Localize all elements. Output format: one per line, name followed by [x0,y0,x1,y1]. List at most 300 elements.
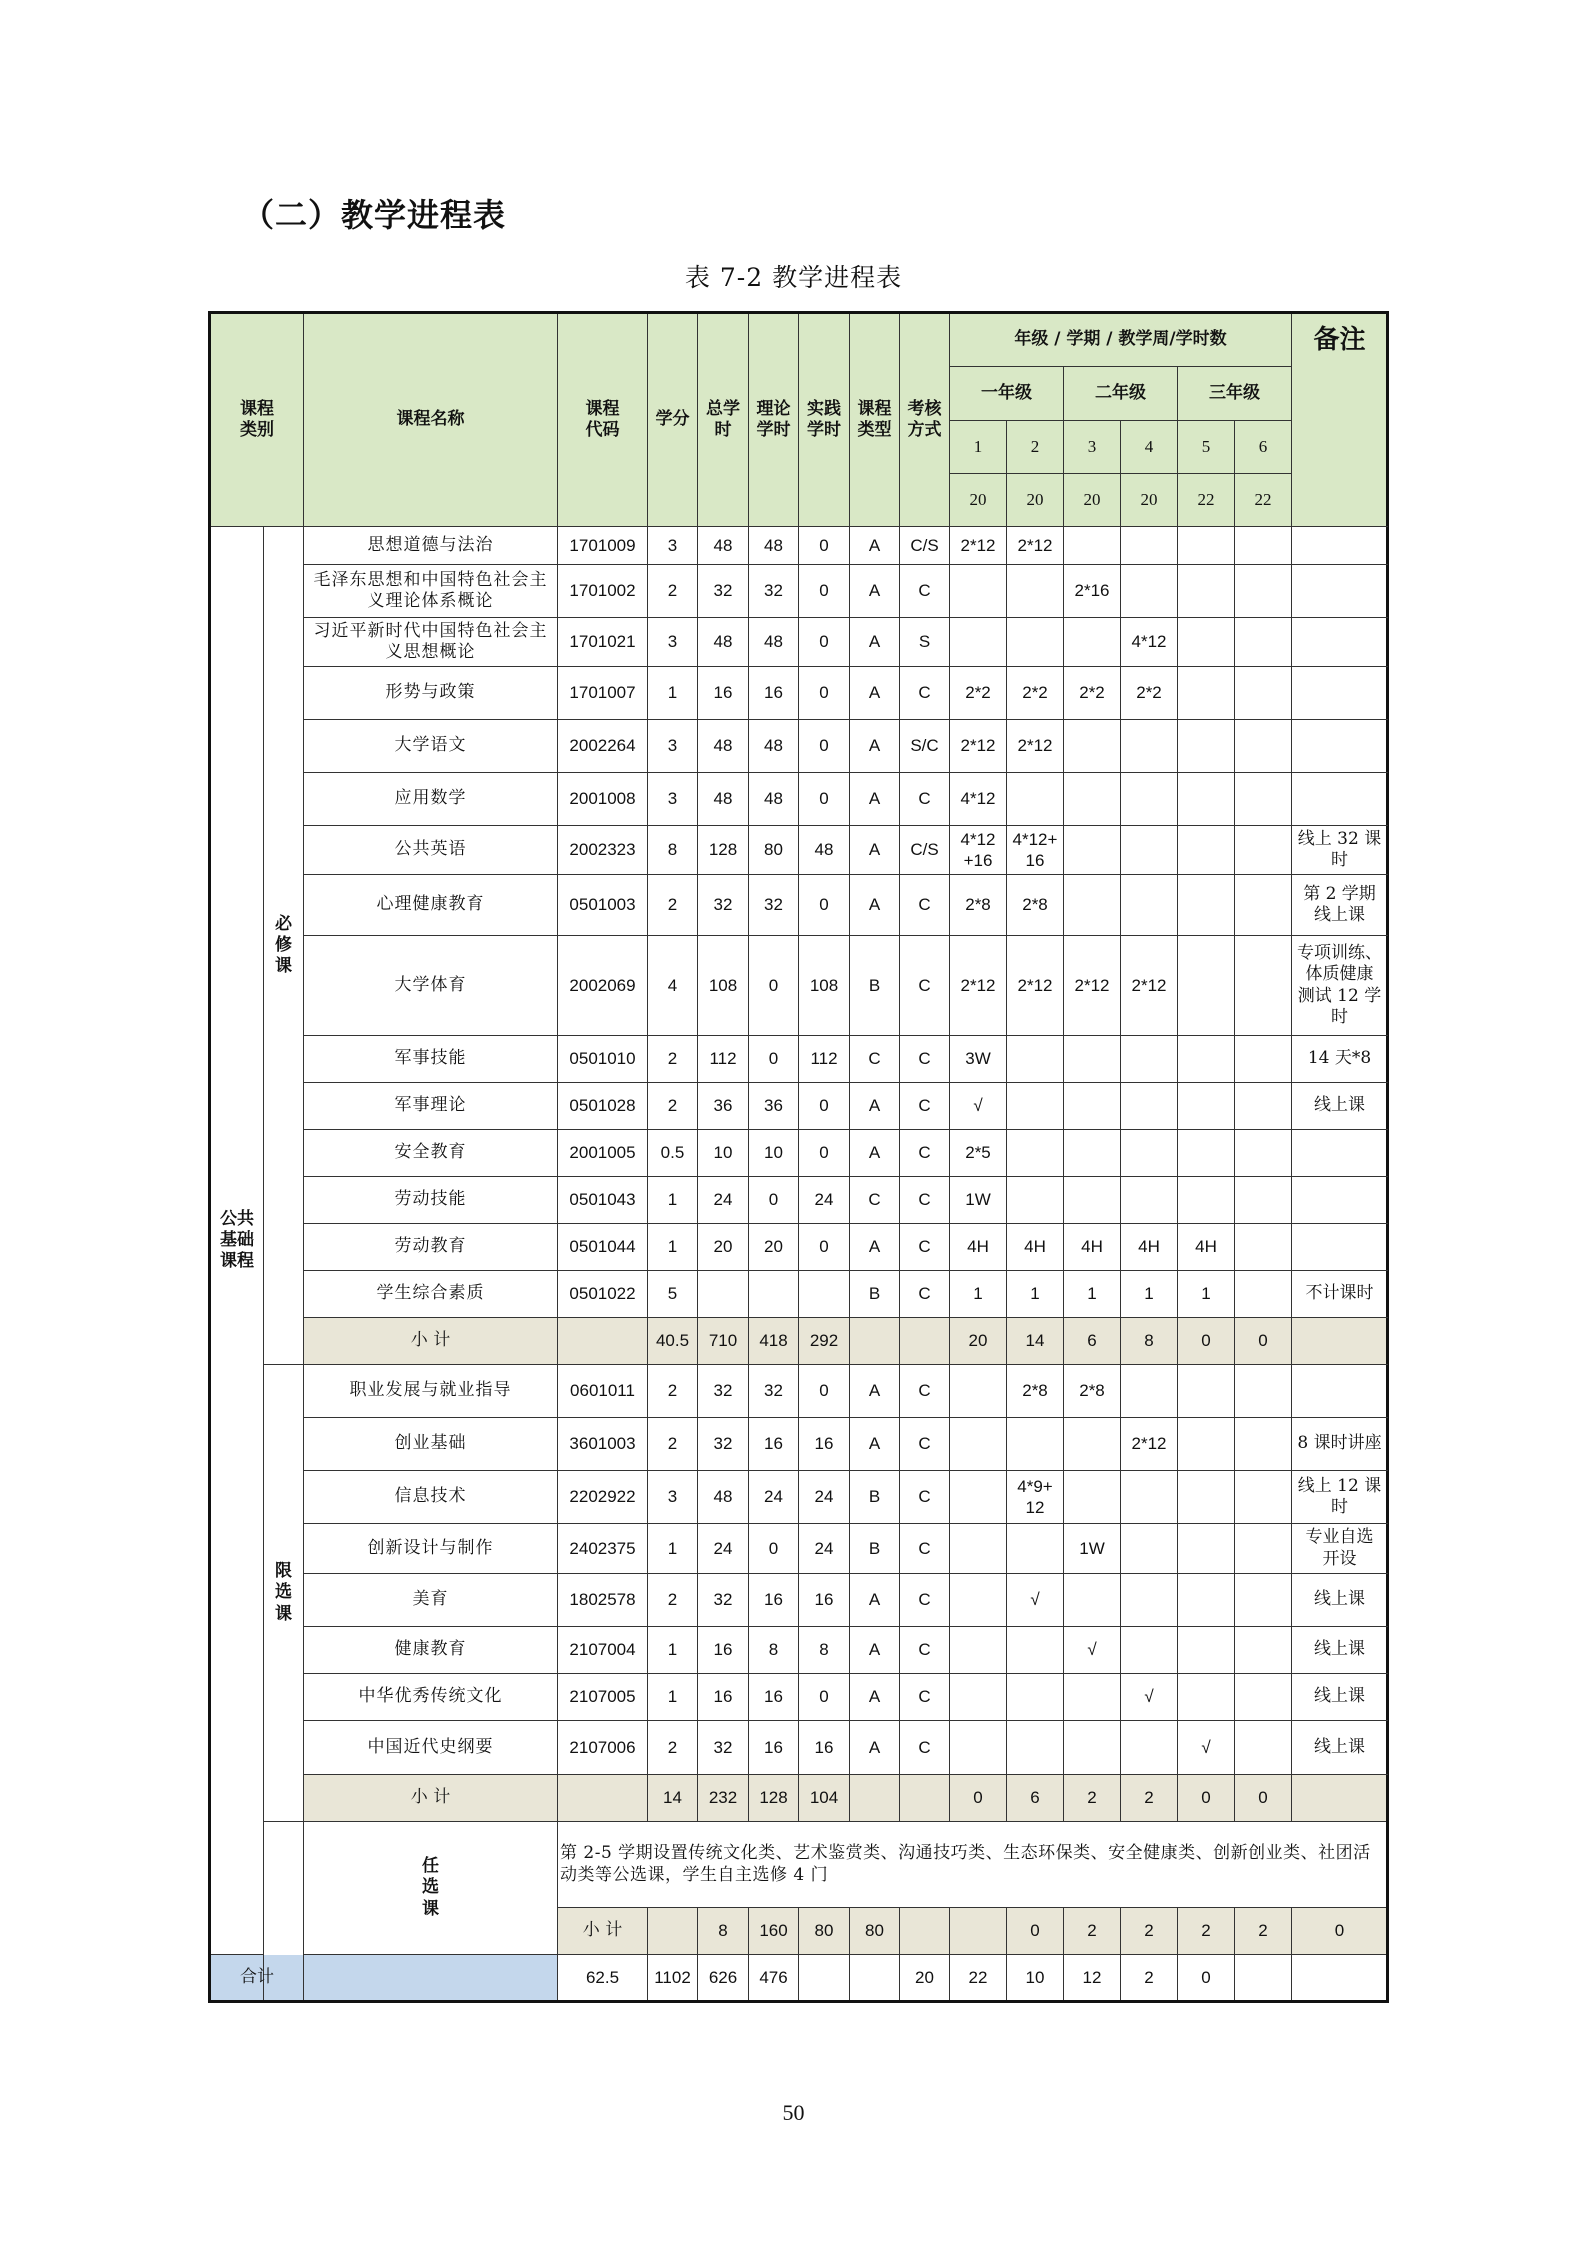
course-assessment [900,1418,950,1471]
course-code-text: 2107005 [569,1687,636,1707]
grand-total-credits [558,1955,648,2002]
grand-total-code [304,1955,558,2002]
course-code-text: 0501028 [569,1096,636,1116]
course-note-text: 第 2 学期 线上课 [1303,883,1376,925]
header-total-hours [698,313,749,527]
required-subtotal-label [304,1318,558,1365]
course-note [1292,1036,1388,1083]
course-term-1-text: 1 [973,1284,983,1304]
required-subtotal-note [1292,1318,1388,1365]
course-total-hours [698,667,749,720]
course-theory-hours [749,1130,799,1177]
grand-total-term-6-text: 0 [1201,1967,1211,1987]
header-total-hours-text: 总学 时 [706,398,740,440]
course-code-text: 2002323 [569,840,636,860]
course-practice-hours [799,1036,850,1083]
category-public-basic [210,527,264,1955]
course-course-type-text: C [868,1049,881,1069]
course-name [304,1083,558,1130]
course-term-4 [1121,1083,1178,1130]
course-term-3 [1064,667,1121,720]
course-theory-hours [749,1674,799,1721]
course-assessment [900,1721,950,1775]
header-course-name: 课程名称 [304,313,558,527]
course-code-text: 2002069 [569,975,636,995]
course-credits-text: 2 [667,895,678,915]
header-course-code-text: 课程 代码 [585,398,620,440]
course-term-4 [1121,1177,1178,1224]
course-term-2 [1007,1471,1064,1524]
course-name [304,773,558,826]
course-theory-hours-text: 10 [764,1143,783,1163]
course-assessment [900,1627,950,1674]
course-course-type-text: A [868,632,881,652]
course-note-text: 14 天*8 [1307,1048,1372,1069]
grand-total-term-6 [1178,1955,1235,2002]
course-term-4 [1121,1721,1178,1775]
course-term-4-text: 2*2 [1136,683,1162,703]
course-name [304,1177,558,1224]
course-total-hours-text: 20 [713,1237,733,1257]
course-theory-hours [749,1524,799,1574]
course-practice-hours [799,1627,850,1674]
course-assessment-text: C [918,1640,931,1660]
course-assessment-text: C [918,1737,931,1757]
course-assessment [900,1177,950,1224]
elective-subtotal-term-4 [1178,1908,1235,1955]
course-credits [648,1177,698,1224]
course-credits-text: 1 [667,1237,678,1257]
course-theory-hours [749,826,799,875]
grand-total-term-2 [950,1955,1007,2002]
course-term-5 [1178,1674,1235,1721]
grand-total-course-type [799,1955,850,2002]
course-practice-hours-text: 0 [819,895,829,915]
course-name [304,875,558,936]
course-practice-hours-text: 112 [810,1049,838,1069]
course-credits [648,1627,698,1674]
group-required-text: 必 修 课 [275,913,292,977]
course-name [304,936,558,1036]
course-course-type [850,618,900,667]
course-code [558,1036,648,1083]
course-practice-hours [799,1418,850,1471]
course-practice-hours-text: 0 [819,1096,829,1116]
course-term-1 [950,826,1007,875]
course-code [558,773,648,826]
course-note [1292,667,1388,720]
course-course-type [850,1524,900,1574]
grand-total-term-4-text: 12 [1082,1967,1102,1987]
course-theory-hours [749,1721,799,1775]
course-course-type [850,565,900,618]
course-assessment [900,618,950,667]
course-assessment-text: C [918,1381,931,1401]
course-term-2 [1007,826,1064,875]
course-term-2 [1007,720,1064,773]
course-code [558,1524,648,1574]
course-term-4 [1121,1271,1178,1318]
header-credits: 学分 [648,313,698,527]
course-code-text: 0501043 [569,1190,636,1210]
elective-subtotal-label-text: 小 计 [582,1920,623,1941]
course-term-1 [950,1721,1007,1775]
course-term-6 [1235,1365,1292,1418]
course-theory-hours-text: 16 [764,1687,783,1707]
course-note [1292,720,1388,773]
course-assessment [900,1471,950,1524]
course-code-text: 2002264 [569,736,636,756]
course-total-hours-text: 32 [713,1737,733,1757]
required-subtotal-theory-hours-text: 418 [759,1331,788,1351]
course-credits-text: 3 [667,789,678,809]
course-theory-hours-text: 16 [764,1590,783,1610]
course-assessment-text: C [918,1190,931,1210]
course-practice-hours-text: 108 [809,975,839,995]
course-term-5 [1178,1036,1235,1083]
course-row [210,527,1388,565]
course-name-text: 职业发展与就业指导 [349,1380,512,1401]
course-credits [648,1471,698,1524]
header-remarks: 备注 [1292,313,1388,527]
course-term-1 [950,1177,1007,1224]
course-term-4-text: 2*12 [1131,1434,1167,1454]
course-term-3 [1064,1721,1121,1775]
required-subtotal-credits [648,1318,698,1365]
course-term-6 [1235,936,1292,1036]
course-name [304,1627,558,1674]
header-practice-hours [799,313,850,527]
course-practice-hours [799,936,850,1036]
course-assessment [900,1674,950,1721]
course-name [304,667,558,720]
course-total-hours [698,1083,749,1130]
course-term-1 [950,527,1007,565]
course-theory-hours [749,936,799,1036]
course-note [1292,1365,1388,1418]
course-code [558,1721,648,1775]
course-row [210,618,1388,667]
course-course-type-text: A [868,683,881,703]
grand-total-term-3 [1007,1955,1064,2002]
grand-total-total-hours-text: 1102 [654,1967,691,1987]
course-course-type-text: B [868,1487,881,1507]
header-term-5: 5 [1178,421,1235,474]
course-total-hours [698,773,749,826]
header-term-2: 2 [1007,421,1064,474]
course-term-4 [1121,1418,1178,1471]
course-term-1 [950,720,1007,773]
course-note-text: 不计课时 [1305,1283,1374,1304]
course-code [558,565,648,618]
course-credits-text: 4 [667,975,678,995]
course-name-text: 大学语文 [394,735,467,756]
elective-subtotal-total-hours-text: 160 [759,1921,788,1941]
course-name-text: 学生综合素质 [376,1283,485,1304]
course-total-hours [698,1627,749,1674]
course-course-type-text: A [868,1096,881,1116]
course-note-text: 8 课时讲座 [1297,1433,1382,1454]
elective-subtotal-term-5-text: 2 [1258,1921,1268,1941]
course-total-hours-text: 48 [713,632,733,652]
restricted-subtotal-term-2 [1007,1775,1064,1822]
course-term-5 [1178,1524,1235,1574]
header-assessment-text: 考核 方式 [907,398,942,440]
course-theory-hours [749,1627,799,1674]
course-note [1292,1224,1388,1271]
course-name [304,1721,558,1775]
course-name-text: 军事理论 [394,1095,467,1116]
required-subtotal-total-hours [698,1318,749,1365]
course-term-1 [950,667,1007,720]
required-subtotal-credits-text: 40.5 [655,1331,690,1351]
course-total-hours [698,1365,749,1418]
course-practice-hours-text: 0 [819,1687,829,1707]
course-practice-hours-text: 0 [819,1381,829,1401]
course-theory-hours-text: 20 [764,1237,783,1257]
header-theory-hours [749,313,799,527]
course-term-4 [1121,720,1178,773]
course-row [210,1177,1388,1224]
course-code [558,720,648,773]
course-term-1 [950,936,1007,1036]
course-term-2 [1007,773,1064,826]
course-assessment-text: C [918,683,931,703]
course-assessment-text: C [918,1538,931,1558]
course-credits [648,1130,698,1177]
course-theory-hours-text: 32 [764,895,783,915]
course-term-4 [1121,826,1178,875]
header-assessment [900,313,950,527]
course-practice-hours [799,1574,850,1627]
course-assessment [900,1524,950,1574]
grand-total-term-2-text: 22 [968,1967,988,1987]
course-row [210,1627,1388,1674]
course-row [210,720,1388,773]
course-term-5 [1178,667,1235,720]
elective-subtotal-term-3 [1121,1908,1178,1955]
course-row [210,826,1388,875]
course-theory-hours [749,618,799,667]
course-row [210,1365,1388,1418]
course-term-6 [1235,1177,1292,1224]
course-term-4 [1121,667,1178,720]
course-course-type [850,1271,900,1318]
course-term-2 [1007,1674,1064,1721]
elective-subtotal-total-hours [749,1908,799,1955]
header-theory-hours-text: 理论 学时 [756,398,791,440]
course-term-5 [1178,527,1235,565]
course-total-hours [698,1524,749,1574]
course-course-type-text: A [868,840,881,860]
course-course-type [850,527,900,565]
course-practice-hours [799,875,850,936]
course-total-hours [698,1471,749,1524]
course-term-2 [1007,1721,1064,1775]
grand-total-label-text: 合计 [240,1966,274,1987]
course-assessment-text: C [918,1434,931,1454]
course-row [210,1471,1388,1524]
course-term-3 [1064,1271,1121,1318]
course-theory-hours-text: 0 [768,1190,779,1210]
course-term-1-text: 4*12 [960,789,996,809]
course-name-text: 安全教育 [394,1142,467,1163]
header-weeks-4: 20 [1121,474,1178,527]
course-total-hours [698,1271,749,1318]
course-credits [648,1418,698,1471]
course-course-type-text: A [868,736,881,756]
course-course-type [850,1365,900,1418]
course-credits [648,618,698,667]
required-subtotal-practice-hours-text: 292 [809,1331,839,1351]
elective-subtotal-term-6 [1292,1908,1388,1955]
course-assessment [900,826,950,875]
course-course-type [850,1130,900,1177]
required-subtotal-term-3-text: 6 [1087,1331,1097,1351]
course-practice-hours [799,1271,850,1318]
grand-total-assessment [850,1955,900,2002]
course-code-text: 1701009 [569,535,636,555]
course-term-2-text: 2*12 [1017,975,1053,995]
course-code [558,1574,648,1627]
course-name-text: 形势与政策 [385,682,476,703]
course-course-type [850,1471,900,1524]
course-total-hours-text: 36 [713,1096,733,1116]
course-course-type [850,1083,900,1130]
header-year2: 二年级 [1064,367,1178,421]
restricted-subtotal-assessment [900,1775,950,1822]
course-practice-hours-text: 0 [819,632,829,652]
course-credits [648,1524,698,1574]
course-note [1292,936,1388,1036]
course-note-text: 专业自选 开设 [1305,1527,1374,1569]
required-subtotal-term-3 [1064,1318,1121,1365]
course-name [304,1574,558,1627]
course-term-5 [1178,1471,1235,1524]
course-term-4 [1121,618,1178,667]
course-name-text: 习近平新时代中国特色社会主义思想概论 [313,620,548,662]
restricted-subtotal-term-3 [1064,1775,1121,1822]
course-code-text: 1701021 [569,632,636,652]
header-weeks-2: 20 [1007,474,1064,527]
course-credits [648,720,698,773]
course-practice-hours [799,1224,850,1271]
course-name [304,1271,558,1318]
course-total-hours [698,720,749,773]
course-row [210,1130,1388,1177]
course-term-4 [1121,773,1178,826]
course-term-2 [1007,667,1064,720]
course-practice-hours [799,565,850,618]
course-theory-hours [749,1574,799,1627]
course-code-text: 1701007 [569,683,636,703]
course-name [304,1471,558,1524]
course-credits [648,527,698,565]
elective-subtotal-label [558,1908,648,1955]
required-subtotal-term-1 [950,1318,1007,1365]
course-name [304,1130,558,1177]
course-practice-hours [799,1365,850,1418]
course-credits [648,1574,698,1627]
course-term-3 [1064,826,1121,875]
course-code-text: 2107006 [569,1737,636,1757]
course-theory-hours [749,527,799,565]
course-total-hours-text: 48 [713,1487,733,1507]
course-row [210,936,1388,1036]
course-total-hours [698,1574,749,1627]
elective-subtotal-practice-hours-text: 80 [865,1921,884,1941]
course-total-hours [698,826,749,875]
course-theory-hours-text: 80 [764,840,783,860]
course-total-hours-text: 16 [713,683,733,703]
required-subtotal-term-4 [1121,1318,1178,1365]
elective-subtotal-theory-hours [799,1908,850,1955]
course-practice-hours [799,1471,850,1524]
course-credits-text: 3 [667,736,678,756]
course-practice-hours [799,618,850,667]
course-term-6 [1235,1627,1292,1674]
restricted-subtotal-term-4-text: 2 [1144,1788,1154,1808]
course-term-5 [1178,1177,1235,1224]
grand-total-label [210,1955,304,2002]
course-name-text: 创业基础 [394,1433,467,1454]
course-credits-text: 2 [667,1049,678,1069]
course-term-1-text: 3W [965,1049,991,1069]
course-code-text: 0501044 [569,1237,636,1257]
course-term-1 [950,618,1007,667]
course-assessment [900,1036,950,1083]
course-course-type-text: A [868,1143,881,1163]
course-term-5 [1178,1271,1235,1318]
course-term-1-text: 4H [967,1237,989,1257]
course-name [304,1224,558,1271]
course-total-hours-text: 16 [713,1687,733,1707]
elective-subtotal-course-type [900,1908,950,1955]
course-term-5 [1178,1365,1235,1418]
course-practice-hours-text: 0 [819,581,829,601]
course-assessment-text: C [918,1143,931,1163]
course-total-hours-text: 24 [713,1538,733,1558]
course-assessment-text: S [918,632,931,652]
course-term-4 [1121,1036,1178,1083]
course-term-3 [1064,1627,1121,1674]
course-total-hours [698,1674,749,1721]
course-row [210,1674,1388,1721]
course-assessment [900,936,950,1036]
elective-subtotal-theory-hours-text: 80 [814,1921,834,1941]
elective-subtotal-assessment [950,1908,1007,1955]
course-name-text: 大学体育 [394,974,467,995]
course-term-5 [1178,1083,1235,1130]
course-assessment-text: C [918,1049,931,1069]
course-total-hours [698,618,749,667]
course-practice-hours-text: 16 [814,1590,834,1610]
course-theory-hours-text: 24 [764,1487,783,1507]
course-note [1292,826,1388,875]
course-total-hours-text: 32 [713,581,733,601]
course-term-3 [1064,773,1121,826]
course-name-text: 毛泽东思想和中国特色社会主义理论体系概论 [313,569,548,611]
header-category-text: 课程 类别 [240,398,274,440]
course-term-6 [1235,720,1292,773]
restricted-subtotal-note [1292,1775,1388,1822]
course-term-3 [1064,1574,1121,1627]
course-credits [648,773,698,826]
course-course-type-text: A [868,1381,881,1401]
course-name-text: 应用数学 [394,788,467,809]
header-term-4: 4 [1121,421,1178,474]
header-year3: 三年级 [1178,367,1292,421]
